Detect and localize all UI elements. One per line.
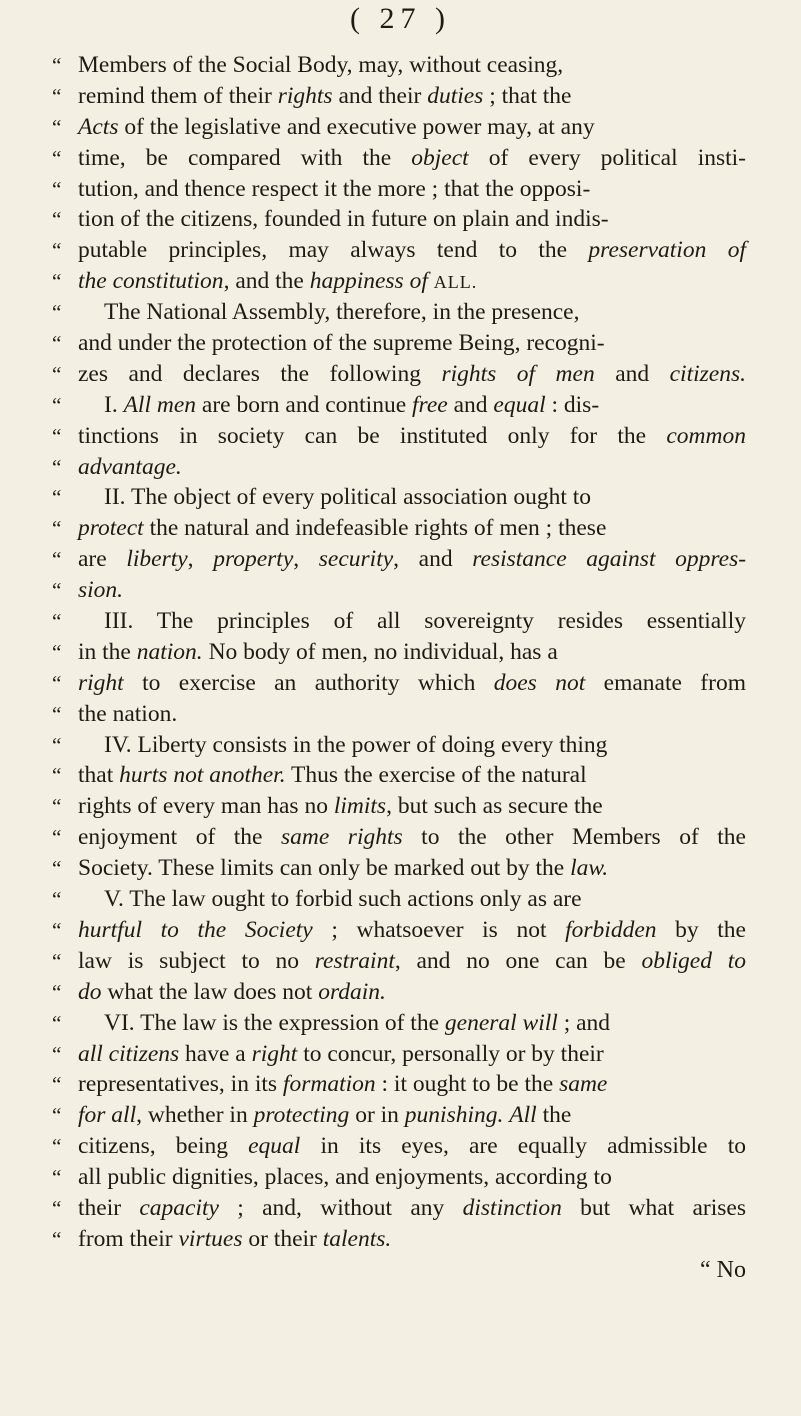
quote-mark: “ (52, 53, 62, 77)
text-line (52, 50, 746, 81)
quote-mark: “ (52, 114, 62, 139)
text-line (52, 174, 746, 205)
line-text: that hurts not another. Thus the exercise of the natural (78, 762, 587, 789)
quote-mark: “ (52, 176, 62, 201)
text-line (52, 1039, 746, 1070)
quote-mark: “ (52, 1010, 62, 1035)
line-text: law is subject to no restraint, and no one can be obliged to (78, 947, 746, 974)
line-text: III. The principles of all sovereignty resides essentially (104, 608, 746, 635)
text-line (52, 204, 746, 235)
text-line (52, 513, 746, 544)
text-line (52, 81, 746, 112)
line-text: representatives, in its formation : it ought to be the same (78, 1071, 608, 1098)
line-text: Acts of the legislative and executive power may, at any (78, 113, 595, 140)
catchword-line (78, 1255, 746, 1286)
quote-mark: “ (52, 485, 62, 510)
quote-mark: “ (52, 300, 62, 325)
quote-mark: “ (52, 1134, 62, 1159)
line-text: I. All men are born and continue free and equal : dis- (104, 391, 600, 418)
quote-mark: “ (52, 856, 62, 881)
line-text: tion of the citizens, founded in future on plain and indis- (78, 206, 609, 233)
line-text: their capacity ; and, without any distinction but what arises (78, 1194, 746, 1221)
text-line (52, 266, 746, 297)
text-line (52, 421, 746, 452)
line-text: sion. (78, 577, 124, 604)
page-number: ( 27 ) (350, 2, 451, 35)
quote-mark: “ (52, 516, 62, 541)
text-line (52, 668, 746, 699)
text-line (52, 1224, 746, 1255)
line-text: advantage. (78, 453, 182, 480)
line-text: tution, and thence respect it the more ; that the opposi- (78, 175, 591, 202)
line-text: putable principles, may always tend to the preservation of (78, 237, 746, 264)
text-line (52, 297, 746, 328)
text-line (52, 699, 746, 730)
text-line (52, 452, 746, 483)
quote-mark: “ (52, 1072, 62, 1097)
line-text: time, be compared with the object of every political insti- (78, 144, 746, 171)
text-line (52, 390, 746, 421)
line-text: do what the law does not ordain. (78, 978, 386, 1005)
catchword: “ No (700, 1256, 746, 1283)
quote-mark: “ (52, 269, 62, 294)
quote-mark: “ (52, 145, 62, 170)
line-text: tinctions in society can be instituted only for the common (78, 422, 746, 449)
quote-mark: “ (52, 83, 62, 108)
line-text: IV. Liberty consists in the power of doing every thing (104, 731, 608, 758)
line-text: all public dignities, places, and enjoyments, according to (78, 1164, 612, 1191)
text-line (52, 544, 747, 575)
quote-mark: “ (52, 794, 62, 819)
quote-mark: “ (52, 609, 62, 634)
quote-mark: “ (52, 547, 62, 572)
text-line (52, 575, 746, 606)
text-line (52, 606, 746, 637)
quote-mark: “ (52, 1195, 62, 1220)
line-text: Members of the Social Body, may, without ceasing, (78, 52, 564, 78)
quote-mark: “ (52, 1226, 62, 1251)
line-text: and under the protection of the supreme Being, recogni- (78, 330, 605, 357)
text-line (52, 235, 746, 266)
text-line (52, 1131, 747, 1162)
text-line (52, 143, 746, 174)
quote-mark: “ (52, 361, 62, 386)
text-line (52, 482, 746, 513)
line-text: enjoyment of the same rights to the other Members of the (78, 824, 746, 851)
quote-mark: “ (52, 948, 62, 973)
text-line (52, 977, 746, 1008)
quote-mark: “ (52, 1103, 62, 1128)
line-text: right to exercise an authority which does not emanate from (78, 669, 746, 696)
line-text: V. The law ought to forbid such actions only as are (104, 886, 582, 913)
text-line (52, 760, 746, 791)
line-text: in the nation. No body of men, no individual, has a (78, 638, 558, 665)
text-line (52, 791, 746, 822)
text-line (52, 112, 746, 143)
body-text (52, 50, 747, 1286)
quote-mark: “ (52, 578, 62, 603)
line-text: protect the natural and indefeasible rights of men ; these (78, 515, 607, 542)
text-line (52, 328, 746, 359)
line-text: II. The object of every political association ought to (104, 484, 592, 511)
text-line (52, 853, 746, 884)
quote-mark: “ (52, 825, 62, 850)
line-text: VI. The law is the expression of the general will ; and (104, 1009, 611, 1036)
quote-mark: “ (52, 917, 62, 942)
line-text: Society. These limits can only be marked out by the law. (78, 855, 609, 882)
line-text: remind them of their rights and their duties ; that the (78, 82, 572, 109)
text-line (52, 946, 746, 977)
quote-mark: “ (52, 331, 62, 356)
line-text: the constitution, and the happiness of ALL. (78, 268, 478, 295)
quote-mark: “ (52, 392, 62, 417)
line-text: are liberty, property, security, and resistance against oppres- (78, 546, 747, 573)
quote-mark: “ (52, 670, 62, 695)
quote-mark: “ (52, 887, 62, 912)
quote-mark: “ (52, 763, 62, 788)
quote-mark: “ (52, 454, 62, 479)
quote-mark: “ (52, 639, 62, 664)
quote-mark: “ (52, 238, 62, 263)
line-text: The National Assembly, therefore, in the presence, (104, 299, 580, 326)
line-text: from their virtues or their talents. (78, 1225, 392, 1252)
text-line (52, 1008, 746, 1039)
line-text: zes and declares the following rights of men and citizens. (78, 360, 746, 387)
quote-mark: “ (52, 1165, 62, 1190)
text-line (52, 822, 746, 853)
quote-mark: “ (52, 732, 62, 757)
quote-mark: “ (52, 979, 62, 1004)
text-line (52, 884, 746, 915)
text-line (52, 1193, 746, 1224)
quote-mark: “ (52, 1041, 62, 1066)
line-text: for all, whether in protecting or in punishing. All the (78, 1102, 572, 1129)
text-line (52, 915, 746, 946)
text-line (52, 1100, 746, 1131)
line-text: the nation. (78, 700, 178, 727)
quote-mark: “ (52, 423, 62, 448)
text-line (52, 637, 746, 668)
line-text: rights of every man has no limits, but such as secure the (78, 793, 603, 820)
quote-mark: “ (52, 207, 62, 232)
quote-mark: “ (52, 701, 62, 726)
text-line (52, 1069, 746, 1100)
line-text: hurtful to the Society ; whatsoever is not forbidden by the (78, 916, 746, 943)
line-text: citizens, being equal in its eyes, are equally admissible to (78, 1133, 747, 1160)
text-line (52, 359, 746, 390)
text-line (52, 1162, 746, 1193)
line-text: all citizens have a right to concur, personally or by their (78, 1040, 604, 1067)
text-line (52, 730, 746, 761)
